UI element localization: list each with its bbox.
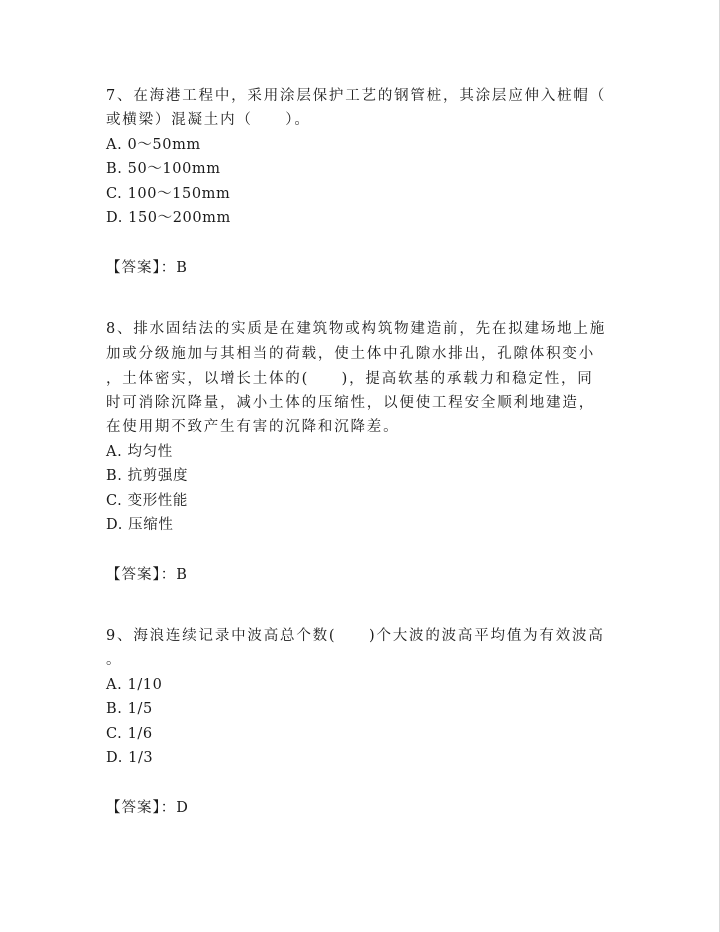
question-8-stem-line-5: 在使用期不致产生有害的沉降和沉降差。 bbox=[106, 419, 400, 435]
question-9-option-d: D. 1/3 bbox=[106, 750, 154, 766]
question-8-option-b: B. 抗剪强度 bbox=[106, 468, 189, 484]
question-7-answer: 【答案】：B bbox=[106, 260, 188, 276]
question-7-option-b: B. 50～100mm bbox=[106, 161, 221, 177]
question-9-stem-line-1: 9、海浪连续记录中波高总个数( )个大波的波高平均值为有效波高 bbox=[106, 628, 605, 644]
question-7-stem-line-2: 或横梁）混凝土内（ ）。 bbox=[106, 112, 311, 128]
question-7-option-c: C. 100～150mm bbox=[106, 186, 231, 202]
question-9-option-c: C. 1/6 bbox=[106, 726, 153, 742]
question-8-option-d: D. 压缩性 bbox=[106, 517, 174, 533]
question-9-answer: 【答案】：D bbox=[106, 800, 189, 816]
question-7-option-d: D. 150～200mm bbox=[106, 210, 231, 226]
question-8-option-c: C. 变形性能 bbox=[106, 493, 188, 509]
question-8-stem-line-2: 加或分级施加与其相当的荷载，使土体中孔隙水排出，孔隙体积变小 bbox=[106, 346, 595, 362]
question-9-stem-line-2: 。 bbox=[106, 652, 123, 668]
question-8-option-a: A. 均匀性 bbox=[106, 444, 173, 460]
question-9-option-a: A. 1/10 bbox=[106, 677, 163, 693]
question-8-stem-line-1: 8、排水固结法的实质是在建筑物或构筑物建造前，先在拟建场地上施 bbox=[106, 321, 607, 337]
question-8-answer: 【答案】：B bbox=[106, 567, 188, 583]
question-7-option-a: A. 0～50mm bbox=[106, 137, 201, 153]
question-7-stem-line-1: 7、在海港工程中，采用涂层保护工艺的钢管桩，其涂层应伸入桩帽（ bbox=[106, 88, 607, 104]
question-8-stem-line-3: ，土体密实，以增长土体的( )，提高软基的承载力和稳定性，同 bbox=[106, 371, 594, 387]
question-8-stem-line-4: 时可消除沉降量，减小土体的压缩性，以便使工程安全顺利地建造， bbox=[106, 395, 595, 411]
question-9-option-b: B. 1/5 bbox=[106, 701, 153, 717]
